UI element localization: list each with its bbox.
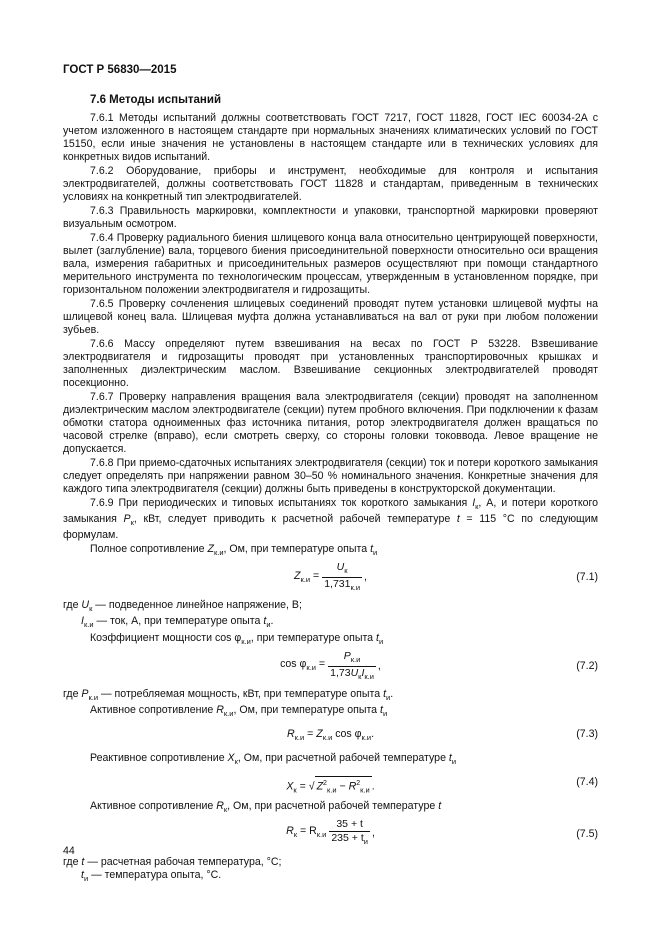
formula-number: (7.2) <box>576 659 598 672</box>
formula-7-4: $X_к$ = √ $Z^2_{к.и} - R^2_{к.и}$ . (7.4) <box>286 775 598 795</box>
paragraph-7-6-5: 7.6.5 Проверку сочленения шлицевых соединений проводят путем установки шлицевой муфты на шлицевой конец вала. Шлицевая муфта должна устанавливаться на вал от руки при любом положении зубьев. <box>63 298 598 336</box>
formula-7-5: $R_к = R_{к.и}$ $\frac{35 + t}{235 + t_и}$ , (7.5) <box>286 818 598 847</box>
where-i-line: $I_{к.и}$ — ток, А, при температуре опыта $t_и$. <box>81 615 274 630</box>
full-resistance-line: Полное сопротивление $Z_{к.и}$, Ом, при температуре опыта $t_и$ <box>90 543 378 558</box>
document-body <box>63 112 598 885</box>
active-resistance-line: Активное сопротивление $R_{к.и}$, Ом, при температуре опыта $t_и$ <box>90 703 388 718</box>
section-title: 7.6 Методы испытаний <box>90 94 222 106</box>
power-factor-line: Коэффициент мощности $\cos \varphi_{к.и}$, при температуре опыта $t_и$ <box>90 631 384 646</box>
where-t-line: где t — расчетная рабочая температура, °С; <box>63 856 282 869</box>
paragraph-7-6-2: 7.6.2 Оборудование, приборы и инструмент, необходимые для контроля и испытания электродвигателей, должны соответствовать ГОСТ 11828 и стандартам, приведенным в технических условиях на конкретный тип электродвигателей. <box>63 165 598 203</box>
reactive-resistance-line: Реактивное сопротивление $X_к$, Ом, при расчетной рабочей температуре $t_и$ <box>90 751 457 766</box>
paragraph-7-6-1: 7.6.1 Методы испытаний должны соответствовать ГОСТ 7217, ГОСТ 11828, ГОСТ IEC 60034-2A с учетом изложенного в настоящем стандарте при нормальных значениях климатических условий по ГОСТ 15150, если иные значения не установлены в настоящем стандарте или в технических условиях для конкретных видов испытаний. <box>63 112 598 163</box>
where-ti-line: $t_и$ — температура опыта, °С. <box>81 869 222 884</box>
formula-number: (7.1) <box>576 571 598 584</box>
where-u-line: где $U_к$ — подведенное линейное напряжение, В; <box>63 599 302 614</box>
active-resistance-2-line: Активное сопротивление $R_к$, Ом, при расчетной рабочей температуре t <box>90 799 442 815</box>
formula-number: (7.4) <box>576 775 598 788</box>
paragraph-7-6-4: 7.6.4 Проверку радиального биения шлицевого конца вала относительно центрирующей поверхности, вылет (заглубление) вала, торцевого биения присоединительной поверхности относительно оси вращения вала, измерения габаритных и присоединительных размеров осуществляют при помощи стандартного мерительного инструмента по технологическим процессам, утвержденным в установленном порядке, при горизонтальном положении электродвигателя и гидрозащиты. <box>63 232 598 296</box>
paragraph-7-6-8: 7.6.8 При приемо-сдаточных испытаниях электродвигателя (секции) ток и потери короткого замыкания следует определять при напряжении равном 30–50 % номинального значения. Конкретные значения для каждого типа электродвигателя (секции) должны быть приведены в конструкторской документации. <box>63 457 598 495</box>
formula-7-1: $Z_{к.и}$ = $\frac{U_к}{1,731_{к.и}}$ , (7.1) <box>294 561 598 593</box>
formula-7-2: $\cos \varphi_{к.и}$ = $\frac{P_{к.и}}{1,73U_кI_{к.и}}$ , (7.2) <box>280 649 598 681</box>
paragraph-7-6-9: 7.6.9 При периодических и типовых испытаниях ток короткого замыкания $I_к$, А, и потери короткого замыкания $P_к$, кВт, следует приводить к расчетной рабочей температуре t = 115 °C по следующим формулам. <box>63 497 598 542</box>
paragraph-7-6-3: 7.6.3 Правильность маркировки, комплектности и упаковки, транспортной маркировки проверяют визуальным осмотром. <box>63 205 598 230</box>
page-number: 44 <box>63 845 75 857</box>
formula-7-3: $R_{к.и} = Z_{к.и}$ $\cos \varphi_{к.и}$. (7.3) <box>286 727 598 742</box>
paragraph-7-6-6: 7.6.6 Массу определяют путем взвешивания на весах по ГОСТ Р 53228. Взвешивание электродвигателя и гидрозащиты проводят при установленных транспортировочных крышках и заполненных диэлектрическим маслом. Взвешивание секционных электродвигателей проводят посекционно. <box>63 338 598 389</box>
standard-header: ГОСТ Р 56830—2015 <box>63 64 177 76</box>
where-p-line: где $P_{к.и}$ — потребляемая мощность, кВт, при температуре опыта $t_и$. <box>63 687 394 702</box>
paragraph-7-6-7: 7.6.7 Проверку направления вращения вала электродвигателя (секции) проводят на заполненном диэлектрическим маслом электродвигателе (секции) путем пробного включения. При подключении к фазам обмотки статора одноименных фаз источника питания, ротор электродвигателя должен вращаться по часовой стрелке (вправо), если смотреть сверху, со стороны головки токоввода. Левое вращение не допускается. <box>63 391 598 455</box>
formula-number: (7.3) <box>576 727 598 740</box>
formula-number: (7.5) <box>576 828 598 841</box>
